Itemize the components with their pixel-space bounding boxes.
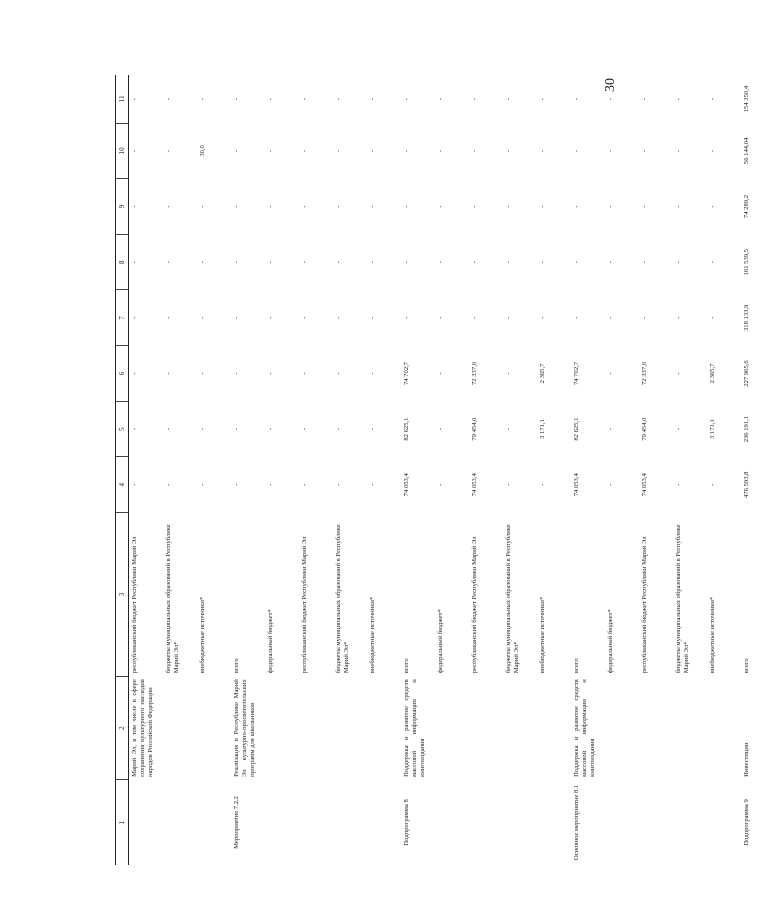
value-cell: - (199, 372, 206, 375)
value-cell: - (607, 149, 614, 152)
value-cell: - (437, 316, 444, 319)
value-cell: - (437, 261, 444, 264)
value-cell: - (301, 316, 308, 319)
value-cell: - (505, 149, 512, 152)
value-cell: - (267, 261, 274, 264)
value-cell: - (505, 483, 512, 486)
row-source-cell: внебюджетные источники* (709, 596, 716, 674)
row-code-cell (503, 780, 537, 865)
value-cell: 3 171,1 (539, 419, 546, 439)
value-cell: - (233, 428, 240, 431)
value-cell: - (335, 316, 342, 319)
row-name-cell: Марий Эл, в том числе в сфере сохранения культурного наследия народов Российской Федерации (131, 679, 154, 777)
row-source-cell: всего (573, 658, 580, 674)
value-cell: - (437, 483, 444, 486)
table-row (435, 75, 469, 865)
value-cell: - (165, 205, 172, 208)
value-cell: - (607, 261, 614, 264)
value-cell: - (403, 149, 410, 152)
row-source-cell: федеральный бюджет* (607, 609, 614, 674)
value-cell: 318 133,9 (743, 304, 750, 332)
value-cell: - (301, 483, 308, 486)
value-cell: - (199, 261, 206, 264)
value-cell: - (709, 261, 716, 264)
value-cell: - (165, 428, 172, 431)
value-cell: - (641, 97, 648, 101)
value-cell: - (573, 261, 580, 264)
value-cell: - (539, 205, 546, 208)
row-name-cell (333, 676, 367, 780)
value-cell: - (335, 149, 342, 152)
row-source-cell: бюджеты муниципальных образований в Республике Марий Эл* (675, 524, 690, 674)
value-cell: 74 053,4 (403, 473, 410, 497)
table-row (707, 75, 741, 865)
value-cell: - (131, 205, 138, 208)
value-cell: - (437, 97, 444, 101)
table-row (163, 75, 197, 865)
table-body (129, 75, 775, 865)
value-cell: - (199, 205, 206, 208)
value-cell: 74 289,2 (743, 195, 750, 219)
value-cell: - (641, 261, 648, 264)
row-source-cell: всего (233, 658, 240, 674)
value-cell: - (335, 428, 342, 431)
row-source-cell: республиканский бюджет Республики Марий Эл (471, 536, 478, 674)
row-source-cell: всего (403, 658, 410, 674)
table-row (129, 75, 164, 865)
row-name-cell (503, 676, 537, 780)
page-number: 30 (603, 78, 618, 92)
value-cell: - (505, 428, 512, 431)
value-cell: - (437, 149, 444, 152)
value-cell: - (403, 205, 410, 208)
value-cell: - (267, 316, 274, 319)
value-cell: - (131, 316, 138, 319)
row-name-cell: Поддержка и развитие средств массовой информации и книгоиздания (573, 679, 596, 777)
row-source-cell: внебюджетные источники* (539, 596, 546, 674)
value-cell: - (641, 316, 648, 319)
value-cell: 74 053,4 (641, 473, 648, 497)
value-cell: - (233, 205, 240, 208)
row-code-cell (197, 780, 231, 865)
table-row (265, 75, 299, 865)
table-row (537, 75, 571, 865)
table-row (741, 75, 775, 865)
row-source-cell: федеральный бюджет* (437, 609, 444, 674)
value-cell: - (165, 316, 172, 319)
table-row (639, 75, 673, 865)
value-cell: - (675, 205, 682, 208)
row-source-cell: внебюджетные источники* (199, 596, 206, 674)
row-code-cell: Подпрограмма 8 (403, 799, 410, 846)
row-code-cell (333, 780, 367, 865)
value-cell: 30,0 (199, 145, 206, 157)
value-cell: 236 191,1 (743, 415, 750, 443)
value-cell: - (267, 149, 274, 152)
value-cell: - (165, 97, 172, 101)
row-name-cell (163, 676, 197, 780)
value-cell: - (709, 97, 716, 101)
header-cell: 2 (116, 676, 129, 780)
value-cell: - (267, 428, 274, 431)
value-cell: - (709, 483, 716, 486)
value-cell: 227 965,6 (743, 360, 750, 387)
row-code-cell (265, 780, 299, 865)
value-cell: - (199, 428, 206, 431)
value-cell: - (301, 97, 308, 101)
row-code-cell (639, 780, 673, 865)
value-cell: - (539, 149, 546, 152)
value-cell: - (471, 261, 478, 264)
row-source-cell: внебюджетные источники* (369, 596, 376, 674)
value-cell: 154 350,4 (743, 85, 750, 113)
row-code-cell (435, 780, 469, 865)
table-row (605, 75, 639, 865)
value-cell: - (505, 205, 512, 208)
value-cell: - (369, 261, 376, 264)
value-cell: - (131, 483, 138, 486)
value-cell: - (267, 97, 274, 101)
value-cell: - (267, 483, 274, 486)
value-cell: 161 539,5 (743, 249, 750, 276)
value-cell: - (199, 483, 206, 486)
value-cell: - (573, 149, 580, 152)
header-cell: 7 (116, 290, 129, 346)
header-cell: 5 (116, 401, 129, 457)
value-cell: - (233, 97, 240, 101)
header-row (116, 75, 129, 865)
value-cell: - (335, 97, 342, 101)
value-cell: - (403, 316, 410, 319)
header-cell: 8 (116, 234, 129, 290)
row-name-cell (673, 676, 707, 780)
row-source-cell: бюджеты муниципальных образований в Республике Марий Эл* (165, 524, 180, 674)
value-cell: - (369, 316, 376, 319)
value-cell: 2 365,7 (539, 363, 546, 384)
value-cell: - (437, 428, 444, 431)
value-cell: - (539, 316, 546, 319)
row-name-cell (265, 676, 299, 780)
row-code-cell (605, 780, 639, 865)
value-cell: - (301, 205, 308, 208)
table-row (469, 75, 503, 865)
table-row (571, 75, 605, 865)
value-cell: - (437, 372, 444, 375)
row-source-cell: республиканский бюджет Республики Марий Эл (641, 536, 648, 674)
value-cell: - (165, 372, 172, 375)
value-cell: - (403, 261, 410, 264)
row-code-cell: Подпрограмма 9 (743, 799, 750, 846)
rotated-table-wrapper (115, 75, 750, 865)
row-code-cell (469, 780, 503, 865)
row-name-cell (435, 676, 469, 780)
table-row (673, 75, 707, 865)
value-cell: - (709, 316, 716, 319)
header-cell: 3 (116, 513, 129, 677)
value-cell: 2 365,7 (709, 363, 716, 384)
value-cell: - (301, 428, 308, 431)
value-cell: - (471, 205, 478, 208)
value-cell: - (607, 97, 614, 101)
value-cell: - (233, 483, 240, 486)
row-code-cell (367, 780, 401, 865)
table-row (231, 75, 265, 865)
table-row (299, 75, 333, 865)
value-cell: - (607, 316, 614, 319)
value-cell: - (505, 97, 512, 101)
value-cell: - (335, 483, 342, 486)
value-cell: - (131, 149, 138, 152)
value-cell: - (539, 483, 546, 486)
row-name-cell (197, 676, 231, 780)
row-name-cell: Инвестиции (743, 742, 750, 777)
row-code-cell: Мероприятие 7.2.2 (233, 796, 240, 849)
value-cell: - (709, 149, 716, 152)
row-source-cell: федеральный бюджет* (267, 609, 274, 674)
row-source-cell: республиканский бюджет Республики Марий Эл (301, 536, 308, 674)
value-cell: - (539, 97, 546, 101)
value-cell: - (335, 372, 342, 375)
value-cell: - (505, 372, 512, 375)
value-cell: 79 454,0 (641, 417, 648, 441)
value-cell: - (131, 261, 138, 264)
row-name-cell (707, 676, 741, 780)
row-code-cell (537, 780, 571, 865)
value-cell: - (369, 97, 376, 101)
value-cell: - (539, 261, 546, 264)
row-name-cell (299, 676, 333, 780)
value-cell: - (675, 428, 682, 431)
value-cell: - (675, 372, 682, 375)
value-cell: - (335, 205, 342, 208)
value-cell: - (267, 372, 274, 375)
value-cell: - (165, 261, 172, 264)
value-cell: 74 053,4 (573, 473, 580, 497)
value-cell: - (369, 372, 376, 375)
value-cell: - (505, 316, 512, 319)
value-cell: - (573, 97, 580, 101)
value-cell: 56 144,04 (743, 137, 750, 165)
value-cell: - (675, 483, 682, 486)
value-cell: - (199, 97, 206, 101)
value-cell: 72 337,0 (641, 361, 648, 385)
value-cell: - (233, 149, 240, 152)
value-cell: - (131, 372, 138, 375)
value-cell: - (641, 205, 648, 208)
value-cell: 79 454,0 (471, 417, 478, 441)
value-cell: - (369, 149, 376, 152)
value-cell: - (233, 316, 240, 319)
value-cell: - (709, 205, 716, 208)
table-row (401, 75, 435, 865)
value-cell: - (471, 149, 478, 152)
table-row (503, 75, 537, 865)
value-cell: - (165, 149, 172, 152)
row-code-cell: Основное мероприятие 8.1 (573, 784, 580, 861)
value-cell: 82 625,1 (573, 417, 580, 441)
value-cell: - (573, 316, 580, 319)
row-source-cell: всего (743, 658, 750, 674)
value-cell: - (301, 372, 308, 375)
value-cell: - (607, 483, 614, 486)
budget-table (115, 75, 775, 865)
value-cell: - (471, 97, 478, 101)
table-row (197, 75, 231, 865)
value-cell: - (471, 316, 478, 319)
header-cell: 10 (116, 123, 129, 179)
value-cell: - (607, 205, 614, 208)
value-cell: 72 337,0 (471, 361, 478, 385)
value-cell: 74 702,7 (403, 361, 410, 385)
row-code-cell (129, 780, 164, 865)
row-name-cell (605, 676, 639, 780)
value-cell: - (301, 149, 308, 152)
header-cell: 9 (116, 179, 129, 235)
value-cell: - (403, 97, 410, 101)
value-cell: - (165, 483, 172, 486)
value-cell: - (505, 261, 512, 264)
value-cell: 82 625,1 (403, 417, 410, 441)
value-cell: - (233, 372, 240, 375)
value-cell: - (573, 205, 580, 208)
row-code-cell (673, 780, 707, 865)
value-cell: - (301, 261, 308, 264)
value-cell: - (369, 428, 376, 431)
row-name-cell (469, 676, 503, 780)
row-code-cell (299, 780, 333, 865)
value-cell: - (607, 428, 614, 431)
header-cell: 1 (116, 780, 129, 865)
value-cell: - (335, 261, 342, 264)
value-cell: - (607, 372, 614, 375)
row-name-cell (367, 676, 401, 780)
header-cell: 6 (116, 346, 129, 402)
value-cell: - (369, 205, 376, 208)
value-cell: - (267, 205, 274, 208)
table-row (333, 75, 367, 865)
row-source-cell: бюджеты муниципальных образований в Республике Марий Эл* (505, 524, 520, 674)
row-source-cell: бюджеты муниципальных образований в Республике Марий Эл* (335, 524, 350, 674)
value-cell: 74 702,7 (573, 361, 580, 385)
value-cell: - (641, 149, 648, 152)
header-cell: 4 (116, 457, 129, 513)
value-cell: 476 593,8 (743, 471, 750, 498)
row-name-cell: Поддержка и развитие средств массовой информации и книгоиздания (403, 679, 426, 777)
value-cell: - (131, 428, 138, 431)
row-code-cell (163, 780, 197, 865)
row-name-cell: Реализация в Республике Марий Эл культурно-просветительских программ для школьников (233, 679, 256, 777)
value-cell: - (369, 483, 376, 486)
row-code-cell (707, 780, 741, 865)
value-cell: - (675, 149, 682, 152)
value-cell: - (675, 261, 682, 264)
value-cell: - (675, 97, 682, 101)
row-name-cell (537, 676, 571, 780)
value-cell: - (437, 205, 444, 208)
value-cell: - (675, 316, 682, 319)
row-source-cell: республиканский бюджет Республики Марий Эл (131, 536, 138, 674)
value-cell: 3 171,1 (709, 419, 716, 439)
table-row (367, 75, 401, 865)
value-cell: - (199, 316, 206, 319)
value-cell: - (131, 97, 138, 101)
row-name-cell (639, 676, 673, 780)
value-cell: - (233, 261, 240, 264)
header-cell: 11 (116, 75, 129, 123)
value-cell: 74 053,4 (471, 473, 478, 497)
